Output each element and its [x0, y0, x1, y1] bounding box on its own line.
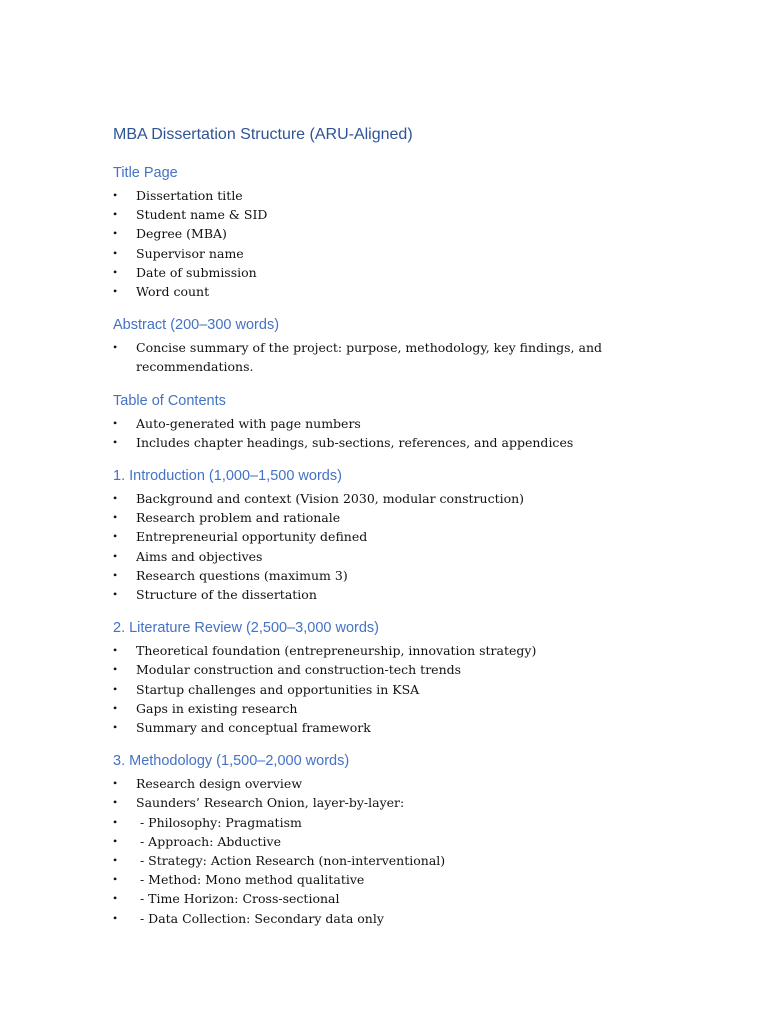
list-item: [113, 793, 673, 812]
list-item: [113, 547, 673, 566]
bullet-icon: •: [113, 587, 118, 602]
list-item: [113, 680, 673, 699]
list-item: [113, 699, 673, 718]
section-heading: 2. Literature Review (2,500–3,000 words): [113, 620, 379, 637]
bullet-list: [113, 338, 673, 376]
list-item: [113, 660, 673, 679]
document-title: MBA Dissertation Structure (ARU-Aligned): [113, 126, 413, 143]
bullet-icon: •: [113, 795, 118, 810]
list-item: [113, 224, 673, 243]
document-section: [113, 618, 673, 737]
list-item: [113, 909, 673, 928]
list-item: [113, 718, 673, 737]
list-item: [113, 414, 673, 433]
list-item-text: - Time Horizon: Cross-sectional: [136, 891, 340, 907]
list-item: [113, 433, 673, 452]
list-item: [113, 641, 673, 660]
bullet-list: [113, 774, 673, 928]
bullet-icon: •: [113, 700, 118, 715]
document-section: [113, 751, 673, 928]
bullet-icon: •: [113, 548, 118, 563]
list-item-text: Auto-generated with page numbers: [136, 415, 361, 431]
bullet-list: [113, 641, 673, 737]
document-section: [113, 466, 673, 604]
bullet-icon: •: [113, 567, 118, 582]
list-item-text: Dissertation title: [136, 188, 243, 203]
bullet-icon: •: [113, 510, 118, 525]
list-item: [113, 489, 673, 508]
list-item-text: - Data Collection: Secondary data only: [136, 910, 384, 926]
bullet-list: [113, 489, 673, 604]
list-item: [113, 870, 673, 889]
bullet-icon: •: [113, 226, 118, 241]
list-item-text: Includes chapter headings, sub-sections, references, and appendices: [136, 434, 574, 450]
list-item: [113, 585, 673, 604]
list-item-text: Theoretical foundation (entrepreneurship, innovation strategy): [136, 643, 537, 659]
bullet-icon: •: [113, 872, 118, 887]
list-item-text: Startup challenges and opportunities in KSA: [136, 681, 420, 697]
section-heading: Table of Contents: [113, 392, 226, 409]
list-item-text: Research problem and rationale: [136, 510, 341, 526]
bullet-icon: •: [113, 491, 118, 506]
list-item: [113, 851, 673, 870]
document-section: [113, 163, 673, 301]
section-heading: 1. Introduction (1,000–1,500 words): [113, 468, 342, 485]
list-item-text: Aims and objectives: [136, 548, 263, 564]
bullet-icon: •: [113, 643, 118, 658]
bullet-icon: •: [113, 284, 118, 299]
bullet-icon: •: [113, 264, 118, 279]
list-item-text: Word count: [136, 284, 210, 300]
bullet-list: [113, 414, 673, 452]
list-item-text: - Method: Mono method qualitative: [136, 872, 365, 888]
bullet-icon: •: [113, 853, 118, 868]
list-item: [113, 813, 673, 832]
list-item-text: Supervisor name: [136, 245, 244, 261]
bullet-icon: •: [113, 415, 118, 430]
bullet-icon: •: [113, 340, 118, 355]
bullet-icon: •: [113, 188, 118, 202]
list-item-text: Modular construction and construction-tech trends: [136, 662, 462, 678]
list-item-text: Research questions (maximum 3): [136, 567, 348, 583]
list-item-text: Degree (MBA): [136, 226, 227, 242]
document-page: [113, 124, 673, 942]
list-item: [113, 186, 673, 205]
bullet-icon: •: [113, 529, 118, 544]
list-item: [113, 832, 673, 851]
section-heading: Abstract (200–300 words): [113, 317, 280, 334]
bullet-icon: •: [113, 910, 118, 925]
bullet-icon: •: [113, 814, 118, 829]
document-section: [113, 391, 673, 452]
bullet-icon: •: [113, 662, 118, 677]
section-heading: Title Page: [113, 165, 178, 181]
list-item: [113, 263, 673, 282]
list-item-text: Date of submission: [136, 264, 257, 280]
list-item: [113, 889, 673, 908]
bullet-icon: •: [113, 833, 118, 848]
bullet-icon: •: [113, 245, 118, 260]
list-item-text: Gaps in existing research: [136, 700, 298, 716]
list-item: [113, 338, 673, 376]
list-item-text: Structure of the dissertation: [136, 587, 317, 603]
list-item-text: Background and context (Vision 2030, modular construction): [136, 491, 525, 507]
bullet-icon: •: [113, 434, 118, 449]
list-item-text: - Approach: Abductive: [136, 833, 281, 849]
bullet-icon: •: [113, 776, 118, 791]
list-item-text: - Philosophy: Pragmatism: [136, 814, 302, 830]
list-item: [113, 244, 673, 263]
list-item: [113, 508, 673, 527]
list-item: [113, 566, 673, 585]
bullet-icon: •: [113, 207, 118, 222]
list-item-text: Research design overview: [136, 776, 303, 792]
document-sections: [113, 163, 673, 928]
bullet-list: [113, 186, 673, 301]
list-item-text: Saunders’ Research Onion, layer-by-layer:: [136, 795, 405, 811]
section-heading: 3. Methodology (1,500–2,000 words): [113, 753, 350, 770]
bullet-icon: •: [113, 720, 118, 735]
list-item: [113, 527, 673, 546]
document-section: [113, 315, 673, 376]
list-item-text: Entrepreneurial opportunity defined: [136, 529, 368, 545]
list-item-text: Concise summary of the project: purpose, methodology, key findings, and recommendations.: [136, 340, 606, 375]
bullet-icon: •: [113, 891, 118, 906]
list-item: [113, 205, 673, 224]
list-item: [113, 282, 673, 301]
list-item: [113, 774, 673, 793]
bullet-icon: •: [113, 681, 118, 696]
list-item-text: Student name & SID: [136, 207, 268, 223]
list-item-text: Summary and conceptual framework: [136, 720, 371, 736]
list-item-text: - Strategy: Action Research (non-interventional): [136, 853, 446, 869]
